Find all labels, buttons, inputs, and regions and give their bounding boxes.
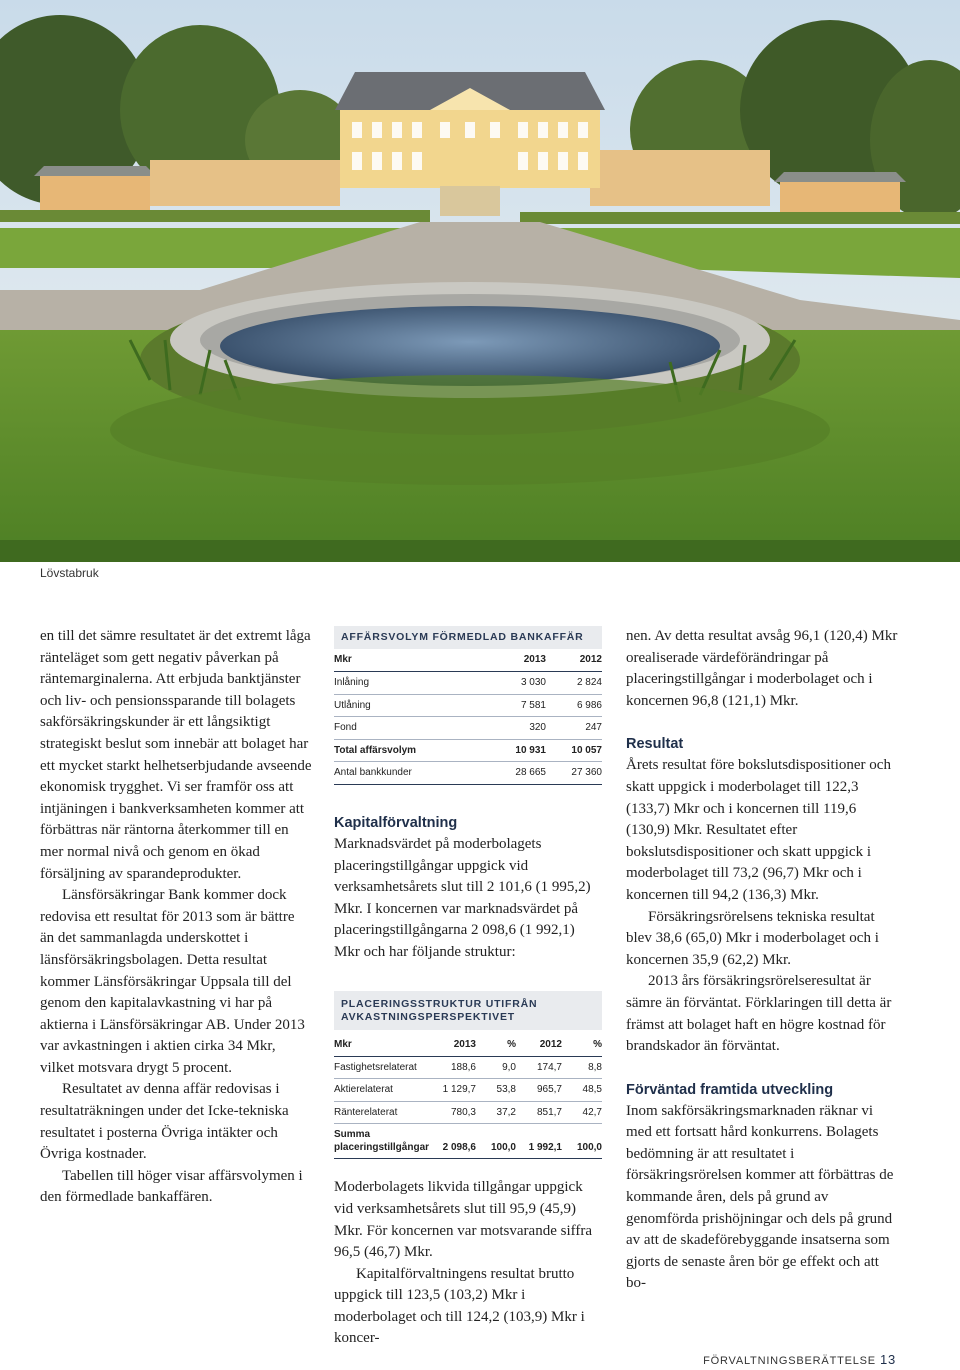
table-row [334,717,602,740]
table-cell: 965,7 [516,1079,562,1102]
table-row [334,672,602,695]
table-cell [334,1124,434,1159]
table-cell: 188,6 [434,1056,476,1079]
table-title [334,991,602,1030]
table-cell: 1 992,1 [516,1124,562,1159]
table-header-row [334,649,602,672]
table-cell: 37,2 [476,1101,516,1124]
table-header-cell: 2012 [516,1034,562,1057]
section-heading: Förväntad framtida utveckling [626,1081,834,1098]
table-cell: 42,7 [562,1101,602,1124]
table-cell: 3 030 [484,672,546,695]
table-header-cell: Mkr [334,649,484,672]
table-cell: 53,8 [476,1079,516,1102]
table-cell: 10 057 [546,739,602,762]
column-middle [334,626,602,1350]
table-cell: 28 665 [484,762,546,785]
table-cell: Ränterelaterat [334,1101,434,1124]
table-cell: Fastighetsrelaterat [334,1056,434,1079]
table-row [334,694,602,717]
table-header-cell: % [476,1034,516,1057]
table-cell: 247 [546,717,602,740]
paragraph: Resultatet av denna affär redovisas i resultaträkningen under det Icke-tekniska resultatet i posterna Övriga intäkter och Övriga kostnader. [40,1081,289,1163]
table-row [334,1101,602,1124]
table-cell: 6 986 [546,694,602,717]
table-row [334,1056,602,1079]
table-cell: Antal bankkunder [334,762,484,785]
paragraph: 2013 års försäkringsrörelseresultat är sämre än förväntat. Förklaringen till detta är främst att bolaget haft en högre kostnad för brandskador än förväntat. [626,973,892,1055]
table-header-cell: 2013 [484,649,546,672]
table-row [334,1124,602,1159]
column-left [40,626,312,1209]
table-cell: 851,7 [516,1101,562,1124]
table-cell: Total affärsvolym [334,739,484,762]
table-cell: 10 931 [484,739,546,762]
sum-label: placeringstillgångar [334,1142,430,1154]
section-heading: Resultat [626,736,684,753]
bank-volume-table [334,649,602,785]
section-heading: Kapitalförvaltning [334,814,458,831]
table-cell: 2 824 [546,672,602,695]
table-cell: 48,5 [562,1079,602,1102]
table-cell: 8,8 [562,1056,602,1079]
table-cell: Inlåning [334,672,484,695]
manor-photo [0,0,960,562]
table-header-row [334,1034,602,1057]
table-cell: 174,7 [516,1056,562,1079]
paragraph: Marknadsvärdet på moderbolagets placeringstillgångar uppgick vid verksamhetsårets slut till 2 101,6 (1 995,2) Mkr. I koncernen var marknadsvärdet på placeringstillgångarna 2 098,6 (1 992,1) Mkr och har följande struktur: [334,835,591,960]
paragraph: Försäkringsrörelsens tekniska resultat blev 38,6 (65,0) Mkr i moderbolaget och i koncernen 35,9 (62,2) Mkr. [626,908,879,968]
table-cell: Aktierelaterat [334,1079,434,1102]
table-cell: 100,0 [562,1124,602,1159]
page-number: 13 [879,1352,896,1367]
paragraph: Tabellen till höger visar affärsvolymen i den förmedlade bankaffären. [40,1167,303,1206]
investment-structure-table [334,1034,602,1160]
paragraph: en till det sämre resultatet är det extremt låga ränteläget som gett negativ påverkan på räntemarginalerna. Att erbjuda banktjänster och liv- och pensionssparande till bolagets sakförsäkringskunder är ett långsiktigt strategiskt beslut som innebär att bolaget har ett mycket starkt helhetserbjudande avseende ekonomisk trygghet. Vi ser framför oss att intjäningen i bankverksamheten kommer att förbättras när räntorna återkommer till en mer normal nivå och genom en ökad försäljning av sparandeprodukter. [40,628,312,882]
table-cell: 320 [484,717,546,740]
table-cell: 2 098,6 [434,1124,476,1159]
photo-caption: Lövstabruk [40,566,99,580]
table-header-cell: 2012 [546,649,602,672]
table-row [334,739,602,762]
table-title [334,626,602,649]
table-title-text: AFFÄRSVOLYM FÖRMEDLAD BANKAFFÄR [341,631,584,643]
table-row [334,762,602,785]
table-cell: 7 581 [484,694,546,717]
paragraph: Årets resultat före bokslutsdispositioner och skatt uppgick i moderbolaget till 122,3 (133,7) Mkr och i koncernen till 119,6 (130,9) Mkr. Resultatet efter bokslutsdispositioner och skatt uppgick i moderbolaget till 73,2 (96,7) Mkr och i koncernen till 94,2 (136,3) Mkr. [626,757,891,903]
table-cell: Utlåning [334,694,484,717]
paragraph: Moderbolagets likvida tillgångar uppgick vid verksamhetsårets slut till 95,9 (45,9) Mkr. För koncernen var motsvarande siffra 96,5 (46,7) Mkr. [334,1179,592,1261]
table-header-cell: Mkr [334,1034,434,1057]
table-row [334,1079,602,1102]
table-title-line: AVKASTNINGSPERSPEKTIVET [341,1010,515,1023]
table-cell: 1 129,7 [434,1079,476,1102]
paragraph: Länsförsäkringar Bank kommer dock redovisa ett resultat för 2013 som är bättre än det sammanlagda underskottet i länsförsäkringsbolagen. Detta resultat kommer Länsförsäkringar Uppsala till del genom den kapitalavkastning vi har på aktierna i Länsförsäkringar AB. Under 2013 var avkastningen i aktien cirka 34 Mkr, vilket motsvara drygt 5 procent. [40,887,305,1076]
footer-section: FÖRVALTNINGSBERÄTTELSE [703,1355,876,1367]
table-header-cell: 2013 [434,1034,476,1057]
table-cell: 780,3 [434,1101,476,1124]
column-right [626,626,902,1295]
table-title-line: PLACERINGSSTRUKTUR UTIFRÅN [341,997,538,1010]
table-cell: 27 360 [546,762,602,785]
sum-label: Summa [334,1129,371,1141]
paragraph: Inom sakförsäkringsmarknaden räknar vi med ett fortsatt hård konkurrens. Bolagets bedömning är att resultatet i försäkringsrörelsen kommer att förbättras de kommande åren, dels på grund av genomförda prishöjningar och dels på grund av att de skadeförebyggande insatserna som gjorts de senaste åren bör ge effekt och att bo- [626,1102,894,1292]
paragraph: nen. Av detta resultat avsåg 96,1 (120,4) Mkr orealiserade värdeförändringar på placeringstillgångar i moderbolaget och i koncernen 96,8 (121,1) Mkr. [626,628,898,709]
table-header-cell: % [562,1034,602,1057]
page-footer [703,1352,896,1367]
paragraph: Kapitalförvaltningens resultat brutto uppgick till 123,5 (103,2) Mkr i moderbolaget och till 124,2 (103,9) Mkr i koncer- [334,1265,585,1347]
table-cell: 100,0 [476,1124,516,1159]
table-cell: 9,0 [476,1056,516,1079]
table-cell: Fond [334,717,484,740]
